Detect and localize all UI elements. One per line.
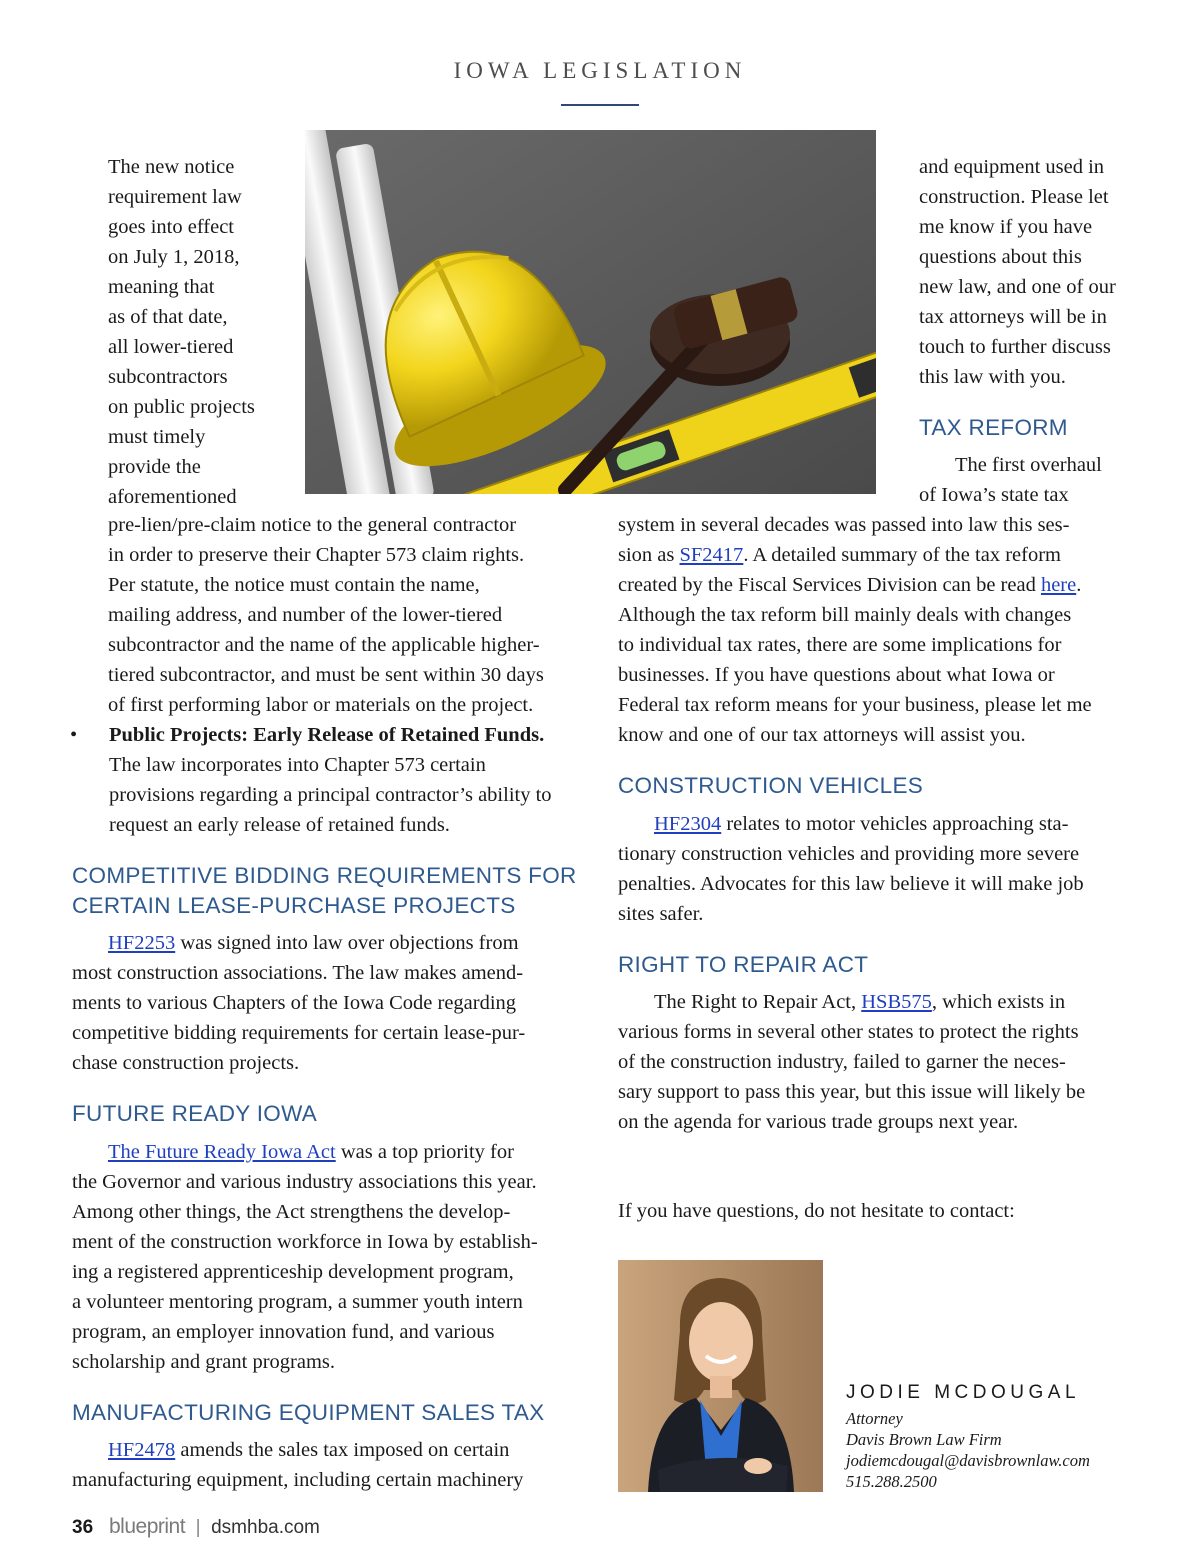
text-line: know and one of our tax attorneys will assist you. xyxy=(618,724,1026,746)
text-line xyxy=(72,928,592,958)
sf2417-link[interactable]: SF2417 xyxy=(679,544,744,566)
section-heading: CERTAIN LEASE-PURCHASE PROJECTS xyxy=(72,893,516,918)
attorney-portrait xyxy=(618,1260,823,1492)
col2-wrap-text xyxy=(919,152,1159,392)
text-line: a volunteer mentoring program, a summer youth intern xyxy=(72,1291,523,1313)
text-line: this law with you. xyxy=(919,366,1066,388)
text-line: must timely xyxy=(108,426,206,448)
hf2478-link[interactable]: HF2478 xyxy=(108,1439,176,1461)
text-line: subcontractors xyxy=(108,366,228,388)
text-line: meaning that xyxy=(108,276,215,298)
text-line: of the construction industry, failed to garner the neces- xyxy=(618,1051,1066,1073)
text-line: tax attorneys will be in xyxy=(919,306,1107,328)
text-line: me know if you have xyxy=(919,216,1093,238)
text-line: most construction associations. The law makes amend- xyxy=(72,962,524,984)
text-line: and equipment used in xyxy=(919,156,1105,178)
future-ready-iowa-act-link[interactable]: The Future Ready Iowa Act xyxy=(108,1141,336,1163)
text-line: tionary construction vehicles and providing more severe xyxy=(618,843,1080,865)
bullet-item xyxy=(109,720,589,840)
text-line xyxy=(72,1435,592,1465)
contact-title: Attorney xyxy=(846,1409,903,1428)
person-photo xyxy=(618,1260,823,1492)
text-line: chase construction projects. xyxy=(72,1052,300,1074)
text-line: ing a registered apprenticeship development program, xyxy=(72,1261,514,1283)
construction-photo xyxy=(305,130,876,494)
text-line: provisions regarding a principal contractor’s ability to xyxy=(109,784,552,806)
text-line: sary support to pass this year, but this issue will likely be xyxy=(618,1081,1086,1103)
text-run: created by the Fiscal Services Division can be read xyxy=(618,574,1041,596)
text-line: goes into effect xyxy=(108,216,234,238)
here-link[interactable]: here xyxy=(1040,574,1077,596)
text-line: program, an employer innovation fund, and various xyxy=(72,1321,495,1343)
text-run: amends the sales tax imposed on certain xyxy=(175,1439,510,1461)
text-line: aforementioned xyxy=(108,486,237,508)
text-line: The first overhaul xyxy=(955,454,1102,476)
hsb575-link[interactable]: HSB575 xyxy=(861,991,932,1013)
text-run: The Right to Repair Act, xyxy=(654,991,862,1013)
page-number: 36 xyxy=(72,1517,94,1538)
text-line: on July 1, 2018, xyxy=(108,246,240,268)
text-line: Federal tax reform means for your business, please let me xyxy=(618,694,1092,716)
text-line: manufacturing equipment, including certain machinery xyxy=(72,1469,524,1491)
col1-wrap-text xyxy=(108,152,298,512)
text-line: system in several decades was passed into law this ses- xyxy=(618,514,1070,536)
text-line: on the agenda for various trade groups next year. xyxy=(618,1111,1019,1133)
text-line: The new notice xyxy=(108,156,235,178)
text-line: touch to further discuss xyxy=(919,336,1111,358)
text-line: on public projects xyxy=(108,396,255,418)
text-line: scholarship and grant programs. xyxy=(72,1351,336,1373)
section-heading: TAX REFORM xyxy=(919,415,1068,440)
bullet-title: Public Projects: Early Release of Retained Funds. xyxy=(109,724,545,746)
text-line: The law incorporates into Chapter 573 certain xyxy=(109,754,486,776)
text-line: new law, and one of our xyxy=(919,276,1116,298)
contact-name: JODIE MCDOUGAL xyxy=(846,1382,1081,1403)
text-line xyxy=(618,540,1158,570)
col1-full-text xyxy=(108,510,588,720)
text-line: requirement law xyxy=(108,186,242,208)
contact-intro: If you have questions, do not hesitate to contact: xyxy=(618,1200,1015,1222)
text-line: penalties. Advocates for this law believe it will make job xyxy=(618,873,1084,895)
contact-firm: Davis Brown Law Firm xyxy=(846,1430,1002,1449)
section-vehicles-body xyxy=(618,809,1158,929)
head-rule xyxy=(561,104,639,106)
text-line: subcontractor and the name of the applicable higher- xyxy=(108,634,540,656)
text-line: businesses. If you have questions about what Iowa or xyxy=(618,664,1055,686)
text-line xyxy=(72,1137,592,1167)
text-line: construction. Please let xyxy=(919,186,1109,208)
text-run: sion as xyxy=(618,544,680,566)
section-heading: FUTURE READY IOWA xyxy=(72,1101,318,1126)
text-run: relates to motor vehicles approaching sta- xyxy=(721,813,1069,835)
text-line xyxy=(618,987,1158,1017)
text-line: competitive bidding requirements for certain lease-pur- xyxy=(72,1022,526,1044)
section-heading: COMPETITIVE BIDDING REQUIREMENTS FOR xyxy=(72,863,577,888)
text-line: Although the tax reform bill mainly deals with changes xyxy=(618,604,1072,626)
tax-wrap-text xyxy=(919,450,1159,510)
section-repair-body xyxy=(618,987,1158,1137)
text-line: Among other things, the Act strengthens the develop- xyxy=(72,1201,511,1223)
footer-site: dsmhba.com xyxy=(211,1517,320,1538)
text-run: was signed into law over objections from xyxy=(175,932,519,954)
text-line: of Iowa’s state tax xyxy=(919,484,1069,506)
text-line xyxy=(618,809,1158,839)
text-line: various forms in several other states to protect the rights xyxy=(618,1021,1079,1043)
section-bidding xyxy=(72,861,592,921)
text-line: questions about this xyxy=(919,246,1082,268)
text-line: ment of the construction workforce in Iowa by establish- xyxy=(72,1231,538,1253)
section-heading: MANUFACTURING EQUIPMENT SALES TAX xyxy=(72,1400,545,1425)
bullet-marker: • xyxy=(70,724,78,746)
hero-image xyxy=(305,130,876,494)
contact-email[interactable]: jodiemcdougal@davisbrownlaw.com xyxy=(846,1451,1090,1470)
text-line: all lower-tiered xyxy=(108,336,234,358)
running-head: IOWA LEGISLATION xyxy=(453,58,747,83)
text-line: the Governor and various industry associations this year. xyxy=(72,1171,537,1193)
text-line: Per statute, the notice must contain the name, xyxy=(108,574,480,596)
text-line: in order to preserve their Chapter 573 claim rights. xyxy=(108,544,525,566)
text-line: of first performing labor or materials on the project. xyxy=(108,694,534,716)
section-future-body xyxy=(72,1137,592,1377)
text-line: mailing address, and number of the lower-tiered xyxy=(108,604,503,626)
section-mfg-body xyxy=(72,1435,592,1495)
brand-logo: blueprint xyxy=(108,1515,186,1538)
text-line: tiered subcontractor, and must be sent within 30 days xyxy=(108,664,544,686)
hf2304-link[interactable]: HF2304 xyxy=(654,813,722,835)
section-tax-body xyxy=(618,510,1158,750)
footer-separator: | xyxy=(195,1517,201,1538)
text-run: was a top priority for xyxy=(335,1141,514,1163)
section-heading: CONSTRUCTION VEHICLES xyxy=(618,773,924,798)
text-run: . A detailed summary of the tax reform xyxy=(743,544,1061,566)
text-line xyxy=(618,570,1158,600)
text-line: sites safer. xyxy=(618,903,704,925)
contact-details xyxy=(846,1408,1166,1492)
page-footer xyxy=(72,1515,320,1539)
contact-phone: 515.288.2500 xyxy=(846,1472,937,1491)
hf2253-link[interactable]: HF2253 xyxy=(108,932,176,954)
section-bidding-body xyxy=(72,928,592,1078)
text-run: , which exists in xyxy=(931,991,1066,1013)
text-line: as of that date, xyxy=(108,306,228,328)
text-line: ments to various Chapters of the Iowa Code regarding xyxy=(72,992,517,1014)
section-heading: RIGHT TO REPAIR ACT xyxy=(618,952,869,977)
text-run: . xyxy=(1076,574,1082,596)
text-line: provide the xyxy=(108,456,201,478)
text-line: pre-lien/pre-claim notice to the general contractor xyxy=(108,514,517,536)
text-line: request an early release of retained funds. xyxy=(109,814,450,836)
text-line: to individual tax rates, there are some implications for xyxy=(618,634,1062,656)
